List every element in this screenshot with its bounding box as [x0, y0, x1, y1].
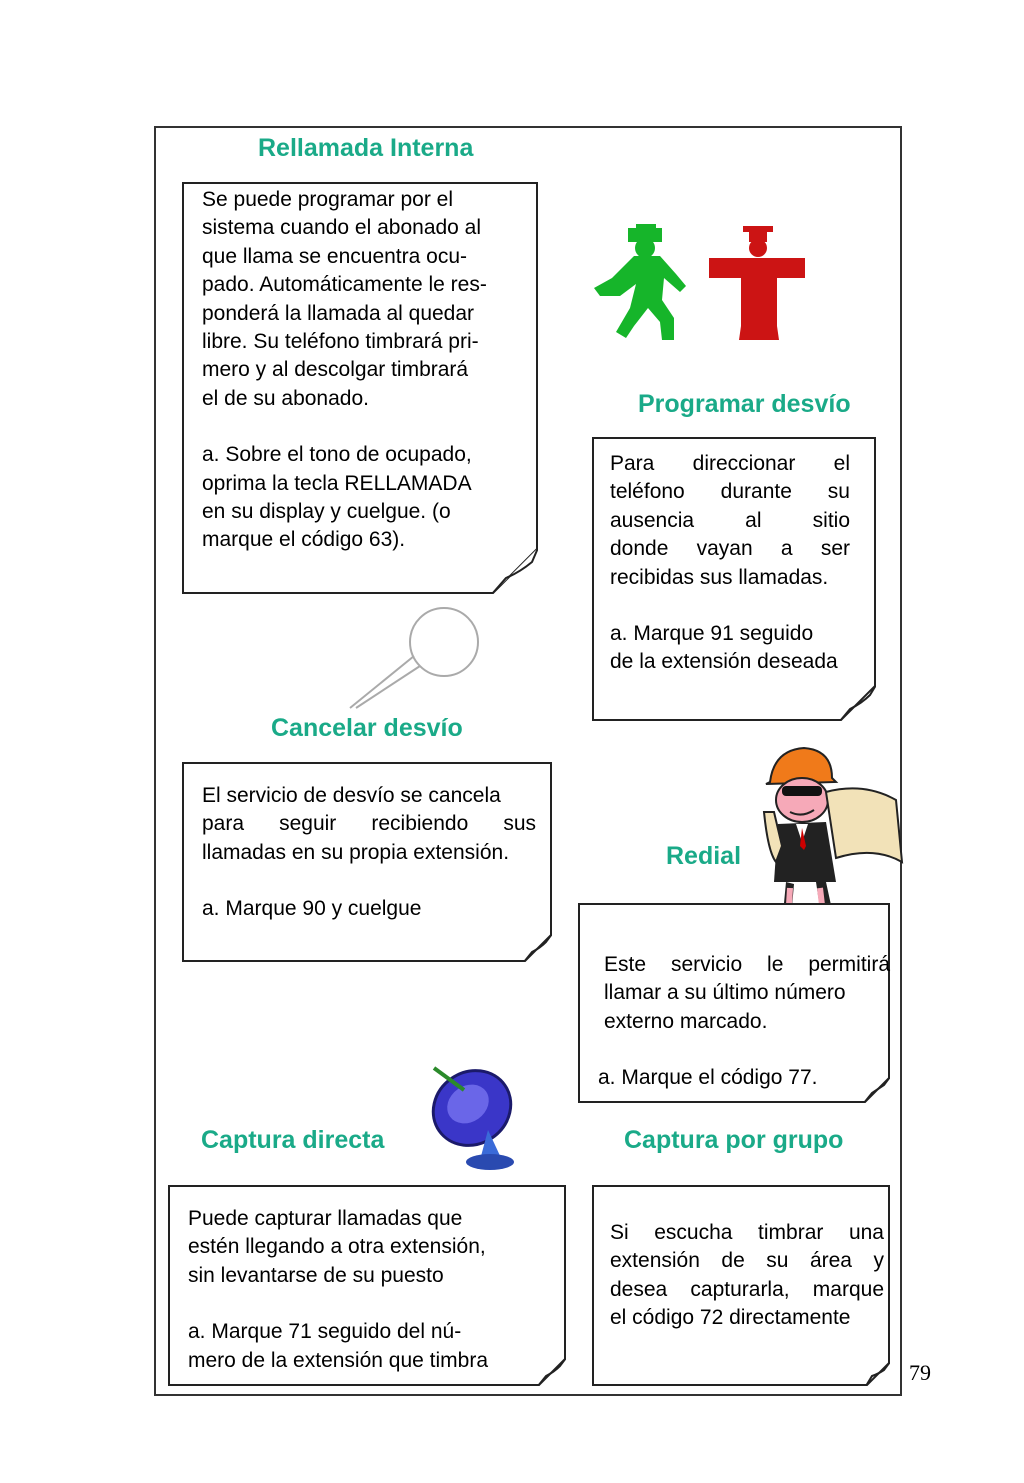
page-curl-icon	[538, 1358, 566, 1386]
text-line: Para direccionar el	[610, 452, 850, 475]
text-line: a. Marque el código 77.	[598, 1066, 818, 1090]
box-redial	[578, 903, 890, 1103]
text-line: mero de la extensión que timbra	[188, 1348, 488, 1372]
text-line: el de su abonado.	[202, 386, 369, 410]
text-line: El servicio de desvío se cancela	[202, 784, 501, 807]
stop-signal-icon	[707, 222, 807, 346]
text-line: ausencia al sitio	[610, 508, 850, 532]
text-line: Puede capturar llamadas que	[188, 1207, 463, 1230]
text-line: Se puede programar por el	[202, 188, 453, 211]
text-line: a. Sobre el tono de ocupado,	[202, 443, 472, 467]
box-cancelar-desvio	[182, 762, 552, 962]
captura-directa-step	[188, 1318, 548, 1375]
box-captura-directa	[168, 1185, 566, 1386]
text-line: ponderá la llamada al quedar	[202, 301, 475, 325]
text-line: externo marcado.	[604, 1009, 768, 1033]
cancelar-description	[202, 782, 536, 867]
text-line: para seguir recibiendo sus	[202, 812, 536, 836]
page-curl-icon	[864, 1077, 890, 1103]
programar-step	[610, 620, 850, 677]
text-line: estén llegando a otra extensión,	[188, 1235, 486, 1259]
text-line: marque el código 63).	[202, 528, 406, 552]
heading-cancelar-desvio: Cancelar desvío	[271, 714, 463, 742]
heading-redial: Redial	[666, 842, 742, 870]
redial-description	[604, 951, 890, 1036]
page-number: 79	[909, 1360, 931, 1385]
text-line: extensión de su área y	[610, 1249, 884, 1273]
text-line: de la extensión deseada	[610, 650, 838, 674]
page-curl-icon	[492, 548, 538, 594]
captura-grupo-description	[610, 1219, 884, 1333]
heading-rellamada-interna: Rellamada Interna	[258, 134, 474, 162]
text-line: sin levantarse de su puesto	[188, 1263, 444, 1287]
text-line: Este servicio le permitirá	[604, 953, 890, 976]
programar-description	[610, 450, 850, 592]
text-line: recibidas sus llamadas.	[610, 565, 829, 589]
text-line: oprima la tecla RELLAMADA	[202, 471, 472, 495]
text-line: Si escucha timbrar una	[610, 1221, 884, 1244]
box-rellamada-interna	[182, 182, 538, 594]
heading-captura-directa: Captura directa	[201, 1126, 385, 1154]
text-line: donde vayan a ser	[610, 537, 850, 561]
text-line: llamadas en su propia extensión.	[202, 840, 510, 864]
text-line: a. Marque 91 seguido	[610, 622, 814, 646]
redial-step	[598, 1064, 890, 1092]
heading-captura-por-grupo: Captura por grupo	[624, 1126, 844, 1154]
magnifier-icon	[344, 604, 484, 710]
captura-directa-description	[188, 1205, 548, 1290]
text-line: en su display y cuelgue. (o	[202, 500, 451, 524]
box-captura-por-grupo	[592, 1185, 890, 1386]
text-line: a. Marque 71 seguido del nú-	[188, 1320, 462, 1344]
text-line: el código 72 directamente	[610, 1306, 851, 1330]
satellite-dish-icon	[428, 1060, 518, 1172]
rellamada-description	[202, 186, 522, 413]
walk-signal-icon	[590, 222, 700, 346]
text-line: sistema cuando el abonado al	[202, 216, 482, 240]
text-line: desea capturarla, marque	[610, 1277, 884, 1301]
text-line: mero y al descolgar timbrará	[202, 358, 469, 382]
text-line: a. Marque 90 y cuelgue	[202, 897, 422, 921]
page-curl-icon	[840, 685, 876, 721]
text-line: libre. Su teléfono timbrará pri-	[202, 330, 479, 354]
page-curl-icon	[866, 1362, 890, 1386]
heading-programar-desvio: Programar desvío	[638, 390, 851, 418]
text-line: que llama se encuentra ocu-	[202, 244, 467, 268]
page-curl-icon	[524, 934, 552, 962]
cancelar-step	[202, 895, 536, 923]
text-line: pado. Automáticamente le res-	[202, 273, 487, 297]
text-line: teléfono durante su	[610, 480, 850, 504]
box-programar-desvio	[592, 437, 876, 721]
rellamada-step	[202, 441, 522, 555]
text-line: llamar a su último número	[604, 981, 846, 1005]
